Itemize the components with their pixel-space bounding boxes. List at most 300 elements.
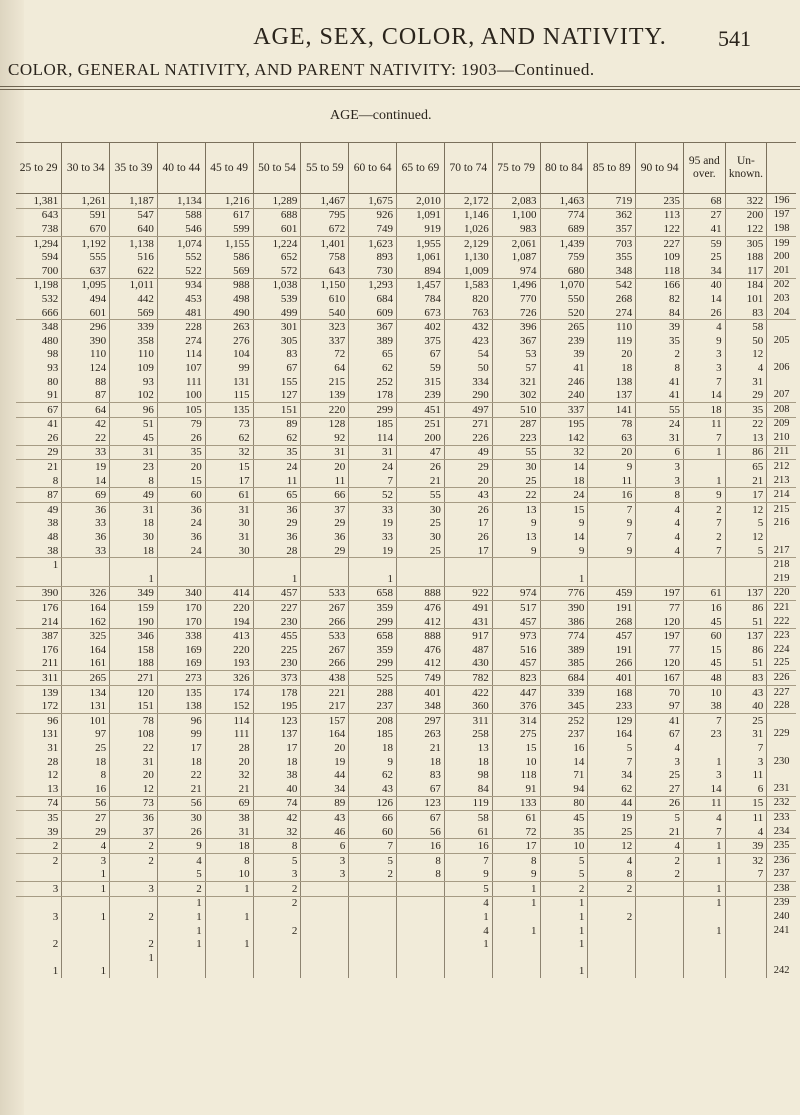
- table-cell: 26: [684, 306, 726, 320]
- table-cell: [636, 924, 684, 938]
- table-cell: 100: [157, 388, 205, 402]
- table-cell: 223: [492, 431, 540, 445]
- table-cell: 1,216: [205, 194, 253, 209]
- table-cell: 142: [540, 431, 588, 445]
- table-cell: 98: [444, 768, 492, 782]
- table-row: [16, 320, 796, 334]
- table-cell: 5: [157, 868, 205, 882]
- table-cell: 288: [349, 685, 397, 699]
- table-cell: 1,009: [444, 264, 492, 278]
- table-cell: 62: [349, 361, 397, 375]
- table-cell: 92: [301, 431, 349, 445]
- table-cell: 1,095: [62, 278, 110, 292]
- table-cell: 101: [62, 713, 110, 727]
- table-cell: 321: [492, 375, 540, 389]
- table-row: [16, 306, 796, 320]
- table-cell: 12: [47, 769, 59, 782]
- table-cell: 8: [492, 853, 540, 867]
- table-cell: 360: [444, 699, 492, 713]
- table-cell: 1,401: [301, 236, 349, 250]
- table-cell: 93: [110, 375, 158, 389]
- table-cell: 362: [588, 208, 636, 222]
- age-table: [16, 142, 796, 978]
- table-cell: 33: [62, 517, 110, 531]
- table-cell: 18: [110, 544, 158, 558]
- table-cell: 48: [47, 531, 59, 544]
- table-cell: 29: [62, 825, 110, 839]
- table-cell: 1: [684, 839, 726, 854]
- table-cell: 414: [205, 586, 253, 601]
- table-cell: 239: [540, 334, 588, 348]
- table-cell: 1,070: [540, 278, 588, 292]
- table-cell: [397, 896, 445, 910]
- table-cell: 65: [725, 460, 767, 474]
- table-header: [16, 143, 796, 194]
- table-row: [16, 741, 796, 755]
- table-cell: 25: [684, 250, 726, 264]
- table-cell: [157, 951, 205, 965]
- table-row: [16, 334, 796, 348]
- table-cell: 98: [47, 348, 59, 361]
- table-cell: 4: [444, 924, 492, 938]
- table-cell: 49: [47, 503, 59, 516]
- table-cell: 41: [636, 713, 684, 727]
- table-cell: 497: [444, 402, 492, 417]
- table-cell: 988: [205, 278, 253, 292]
- table-cell: 214: [16, 615, 62, 629]
- table-cell: 11: [253, 474, 301, 488]
- table-cell: 61: [492, 811, 540, 825]
- table-cell: 24: [349, 460, 397, 474]
- table-cell: 1,155: [205, 236, 253, 250]
- table-cell: 1: [684, 853, 726, 867]
- table-cell: [725, 558, 767, 572]
- line-number: 203: [767, 292, 796, 306]
- table-cell: 66: [301, 488, 349, 503]
- table-cell: 2: [636, 868, 684, 882]
- table-cell: 355: [588, 250, 636, 264]
- table-cell: [205, 896, 253, 910]
- table-cell: [62, 896, 110, 910]
- table-cell: 390: [540, 601, 588, 615]
- table-cell: 17: [205, 474, 253, 488]
- table-row: [16, 839, 796, 854]
- table-cell: 480: [41, 334, 59, 347]
- divider: [0, 86, 800, 87]
- table-cell: 588: [157, 208, 205, 222]
- table-cell: [725, 951, 767, 965]
- table-cell: 934: [157, 278, 205, 292]
- table-cell: 36: [157, 530, 205, 544]
- table-cell: 91: [16, 388, 62, 402]
- table-cell: [684, 937, 726, 951]
- line-number: 229: [767, 728, 796, 742]
- table-cell: 14: [540, 460, 588, 474]
- table-cell: 67: [253, 361, 301, 375]
- table-cell: 1: [157, 924, 205, 938]
- table-cell: 9: [157, 839, 205, 854]
- table-row: [16, 460, 796, 474]
- table-cell: [684, 965, 726, 979]
- table-cell: 1,198: [33, 279, 59, 292]
- table-cell: 19: [349, 544, 397, 558]
- table-cell: [301, 910, 349, 924]
- table-cell: 4: [588, 853, 636, 867]
- table-cell: 99: [205, 361, 253, 375]
- table-cell: 40: [684, 278, 726, 292]
- table-row: [16, 222, 796, 236]
- table-cell: 220: [301, 402, 349, 417]
- table-cell: [588, 937, 636, 951]
- table-cell: 4: [636, 503, 684, 517]
- table-cell: 550: [540, 292, 588, 306]
- table-cell: 4: [725, 825, 767, 839]
- table-cell: 134: [62, 685, 110, 699]
- table-cell: 20: [588, 445, 636, 460]
- table-cell: 640: [110, 222, 158, 236]
- table-cell: 367: [492, 334, 540, 348]
- line-number: 231: [767, 782, 796, 796]
- table-cell: [301, 965, 349, 979]
- table-subtitle: COLOR, GENERAL NATIVITY, AND PARENT NATIVITY: 1903—Continued.: [8, 60, 595, 79]
- table-row: [16, 629, 796, 643]
- table-cell: 689: [540, 222, 588, 236]
- table-cell: 74: [253, 796, 301, 811]
- table-cell: 39: [725, 839, 767, 854]
- table-cell: 359: [349, 601, 397, 615]
- table-cell: 10: [540, 839, 588, 854]
- table-cell: 326: [205, 671, 253, 686]
- table-cell: 14: [684, 782, 726, 796]
- line-number: 201: [767, 264, 796, 278]
- table-cell: 1,623: [349, 236, 397, 250]
- table-cell: 39: [16, 825, 62, 839]
- line-number: 220: [767, 586, 796, 601]
- table-cell: 19: [588, 811, 636, 825]
- table-cell: [588, 896, 636, 910]
- table-cell: 4: [62, 839, 110, 854]
- table-cell: 208: [349, 713, 397, 727]
- table-cell: 1,074: [157, 236, 205, 250]
- table-cell: 10: [684, 685, 726, 699]
- table-cell: 287: [492, 417, 540, 431]
- table-row: [16, 194, 796, 209]
- table-cell: [492, 910, 540, 924]
- table-cell: 178: [253, 685, 301, 699]
- table-cell: [684, 741, 726, 755]
- table-cell: 29: [444, 460, 492, 474]
- line-number: 219: [767, 572, 796, 586]
- table-cell: 35: [725, 402, 767, 417]
- line-number: 230: [767, 755, 796, 769]
- table-cell: [301, 924, 349, 938]
- table-row: [16, 657, 796, 671]
- table-cell: 520: [540, 306, 588, 320]
- table-cell: 267: [301, 601, 349, 615]
- table-cell: 33: [62, 544, 110, 558]
- table-cell: 55: [397, 488, 445, 503]
- table-cell: 60: [684, 629, 726, 643]
- table-cell: [397, 965, 445, 979]
- table-cell: [492, 572, 540, 586]
- table-cell: 539: [253, 292, 301, 306]
- table-cell: 57: [492, 361, 540, 375]
- table-cell: 1: [157, 910, 205, 924]
- line-number: 232: [767, 796, 796, 811]
- table-cell: 3: [636, 460, 684, 474]
- table-cell: 25: [636, 768, 684, 782]
- table-cell: 359: [349, 643, 397, 657]
- table-row: [16, 713, 796, 727]
- table-cell: 323: [301, 320, 349, 334]
- table-cell: 1,457: [397, 278, 445, 292]
- table-cell: 39: [636, 320, 684, 334]
- table-cell: [205, 924, 253, 938]
- table-cell: 26: [157, 825, 205, 839]
- table-cell: 84: [636, 306, 684, 320]
- table-cell: [636, 910, 684, 924]
- line-number: 227: [767, 685, 796, 699]
- table-cell: 64: [62, 402, 110, 417]
- table-cell: 1: [62, 882, 110, 897]
- table-cell: 252: [349, 375, 397, 389]
- table-cell: 17: [492, 839, 540, 854]
- table-cell: 36: [301, 530, 349, 544]
- table-cell: 8: [636, 488, 684, 503]
- table-cell: 532: [41, 292, 59, 305]
- table-cell: 348: [41, 321, 59, 334]
- table-row: [16, 924, 796, 938]
- table-cell: 983: [492, 222, 540, 236]
- table-cell: [540, 951, 588, 965]
- table-cell: 53: [492, 348, 540, 362]
- table-cell: 1,293: [349, 278, 397, 292]
- table-cell: 15: [684, 643, 726, 657]
- table-cell: 9: [492, 517, 540, 531]
- table-cell: 7: [349, 839, 397, 854]
- column-header: 30 to 34: [62, 143, 110, 194]
- table-cell: 80: [540, 796, 588, 811]
- table-cell: 79: [157, 417, 205, 431]
- table-cell: 13: [725, 431, 767, 445]
- table-cell: 459: [588, 586, 636, 601]
- table-cell: [397, 910, 445, 924]
- table-cell: 599: [205, 222, 253, 236]
- table-cell: [492, 951, 540, 965]
- line-number: 225: [767, 657, 796, 671]
- table-row: [16, 811, 796, 825]
- table-cell: 31: [301, 445, 349, 460]
- table-row: [16, 503, 796, 517]
- table-cell: 719: [588, 194, 636, 209]
- column-header: 40 to 44: [157, 143, 205, 194]
- line-number: 206: [767, 361, 796, 375]
- column-header: 60 to 64: [349, 143, 397, 194]
- table-cell: 18: [205, 839, 253, 854]
- table-cell: 43: [444, 488, 492, 503]
- table-cell: 135: [205, 402, 253, 417]
- table-cell: 658: [349, 586, 397, 601]
- table-cell: [444, 558, 492, 572]
- table-cell: [636, 896, 684, 910]
- table-cell: 62: [205, 431, 253, 445]
- table-cell: 1: [684, 474, 726, 488]
- table-cell: 172: [16, 699, 62, 713]
- table-cell: 227: [253, 601, 301, 615]
- table-cell: 1,146: [444, 208, 492, 222]
- table-cell: [62, 951, 110, 965]
- table-cell: [684, 558, 726, 572]
- table-row: [16, 782, 796, 796]
- table-cell: 9: [588, 460, 636, 474]
- table-cell: 137: [725, 586, 767, 601]
- table-cell: 49: [444, 445, 492, 460]
- table-cell: 25: [397, 544, 445, 558]
- table-cell: 18: [397, 755, 445, 769]
- table-cell: 16: [62, 782, 110, 796]
- table-cell: [588, 965, 636, 979]
- table-cell: 164: [62, 601, 110, 615]
- table-row: [16, 572, 796, 586]
- table-cell: 240: [540, 388, 588, 402]
- table-row: [16, 601, 796, 615]
- table-cell: 25: [725, 713, 767, 727]
- table-cell: 2: [540, 882, 588, 897]
- table-cell: 274: [157, 334, 205, 348]
- table-cell: 412: [397, 657, 445, 671]
- table-cell: 174: [205, 685, 253, 699]
- table-cell: 770: [492, 292, 540, 306]
- table-cell: 11: [301, 474, 349, 488]
- table-cell: 9: [684, 488, 726, 503]
- table-cell: 31: [349, 445, 397, 460]
- table-cell: [16, 924, 62, 938]
- table-cell: 151: [110, 699, 158, 713]
- table-cell: 67: [16, 402, 62, 417]
- table-cell: 32: [725, 853, 767, 867]
- table-cell: 25: [492, 474, 540, 488]
- table-cell: 4: [636, 530, 684, 544]
- table-cell: 7: [725, 868, 767, 882]
- table-cell: 2: [110, 937, 158, 951]
- table-row: [16, 768, 796, 782]
- table-cell: 78: [588, 417, 636, 431]
- table-cell: 164: [62, 643, 110, 657]
- table-cell: 782: [444, 671, 492, 686]
- table-cell: 3: [301, 868, 349, 882]
- table-cell: 137: [725, 629, 767, 643]
- table-cell: 157: [301, 713, 349, 727]
- table-cell: 120: [636, 615, 684, 629]
- table-cell: 15: [540, 503, 588, 517]
- table-cell: 19: [349, 517, 397, 531]
- table-cell: 38: [47, 517, 59, 530]
- table-cell: 83: [725, 671, 767, 686]
- table-cell: 2: [253, 882, 301, 897]
- table-cell: 386: [540, 615, 588, 629]
- table-cell: 120: [110, 685, 158, 699]
- table-cell: 27: [636, 782, 684, 796]
- table-cell: 8: [62, 768, 110, 782]
- table-cell: 118: [636, 264, 684, 278]
- table-cell: [444, 572, 492, 586]
- table-cell: 339: [540, 685, 588, 699]
- table-cell: 64: [301, 361, 349, 375]
- table-cell: 11: [725, 768, 767, 782]
- table-cell: 594: [41, 251, 59, 264]
- table-cell: 311: [444, 713, 492, 727]
- table-cell: 168: [588, 685, 636, 699]
- table-cell: 652: [253, 250, 301, 264]
- table-cell: [725, 882, 767, 897]
- column-header: 55 to 59: [301, 143, 349, 194]
- table-cell: [301, 882, 349, 897]
- table-row: [16, 250, 796, 264]
- table-cell: 499: [253, 306, 301, 320]
- table-cell: 334: [444, 375, 492, 389]
- table-cell: 31: [205, 825, 253, 839]
- table-cell: 3: [684, 361, 726, 375]
- table-cell: 1: [62, 868, 110, 882]
- table-cell: 533: [301, 629, 349, 643]
- table-cell: 18: [588, 361, 636, 375]
- table-cell: 69: [205, 796, 253, 811]
- table-cell: 184: [725, 278, 767, 292]
- table-cell: [110, 558, 158, 572]
- table-cell: 974: [492, 586, 540, 601]
- table-cell: 67: [397, 348, 445, 362]
- table-cell: [492, 965, 540, 979]
- table-cell: 18: [62, 755, 110, 769]
- column-header: 85 to 89: [588, 143, 636, 194]
- line-number: 202: [767, 278, 796, 292]
- table-cell: 18: [157, 755, 205, 769]
- table-cell: 516: [110, 250, 158, 264]
- table-cell: 9: [588, 544, 636, 558]
- table-cell: 113: [636, 208, 684, 222]
- table-cell: [16, 896, 62, 910]
- table-cell: 82: [636, 292, 684, 306]
- table-cell: 120: [636, 657, 684, 671]
- table-cell: 26: [16, 431, 62, 445]
- table-cell: [444, 951, 492, 965]
- table-cell: 26: [444, 503, 492, 517]
- table-cell: 40: [725, 699, 767, 713]
- table-cell: 56: [397, 825, 445, 839]
- table-cell: 105: [157, 402, 205, 417]
- line-number: 224: [767, 643, 796, 657]
- table-cell: 1: [684, 882, 726, 897]
- table-cell: 1: [540, 572, 588, 586]
- table-cell: 31: [205, 503, 253, 517]
- table-cell: 94: [540, 782, 588, 796]
- table-cell: 586: [205, 250, 253, 264]
- table-cell: 110: [110, 348, 158, 362]
- table-cell: 35: [636, 334, 684, 348]
- table-cell: 8: [253, 839, 301, 854]
- table-cell: 3: [253, 868, 301, 882]
- table-row: [16, 402, 796, 417]
- table-cell: 32: [253, 825, 301, 839]
- table-cell: [349, 558, 397, 572]
- table-cell: 2: [588, 882, 636, 897]
- table-cell: 455: [253, 629, 301, 643]
- table-cell: 2,061: [492, 236, 540, 250]
- table-cell: 28: [253, 544, 301, 558]
- table-cell: 131: [62, 699, 110, 713]
- table-cell: 139: [301, 388, 349, 402]
- table-cell: 26: [157, 431, 205, 445]
